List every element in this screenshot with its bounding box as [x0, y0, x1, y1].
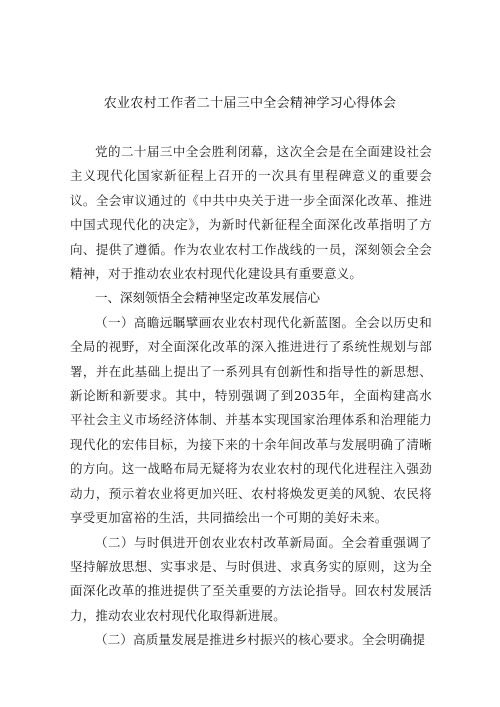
document-body	[70, 140, 432, 653]
section-heading: 一、深刻领悟全会精神坚定改革发展信心	[95, 290, 321, 306]
body-paragraph: （二）与时俱进开创农业农村改革新局面。全会着重强调了坚持解放思想、实事求是、与时俱进、求真务实的原则，这为全面深化改革的推进提供了至关重要的方法论指导。回农村发展活力，推动农业农村现代化取得新进展。	[70, 534, 432, 623]
body-paragraph: （二）高质量发展是推进乡村振兴的核心要求。全会明确提	[95, 632, 426, 648]
document-title: 农业农村工作者二十届三中全会精神学习心得体会	[103, 96, 397, 111]
intro-paragraph: 党的二十届三中全会胜利闭幕，这次全会是在全面建设社会主义现代化国家新征程上召开的一次具有里程碑意义的重要会议。全会审议通过的《中共中央关于进一步全面深化改革、推进中国式现代化的决定》，为新时代新征程全面深化改革指明了方向、提供了遵循。作为农业农村工作战线的一员，深刻领会全会精神，对于推动农业农村现代化建设具有重要意义。	[70, 144, 432, 282]
body-paragraph: （一）高瞻远瞩擘画农业农村现代化新蓝图。全会以历史和全局的视野，对全面深化改革的深入推进进行了系统性规划与部署，并在此基础上提出了一系列具有创新性和指导性的新思想、新论断和新要求。其中，特别强调了到2035年，全面构建高水平社会主义市场经济体制、并基本实现国家治理体系和治理能力现代化的宏伟目标，为接下来的十余年间改革与发展明确了清晰的方向。这一战略布局无疑将为农业农村的现代化进程注入强劲动力，预示着农业将更加兴旺、农村将焕发更美的风貌、农民将享受更加富裕的生活，共同描绘出一个可期的美好未来。	[70, 314, 432, 526]
